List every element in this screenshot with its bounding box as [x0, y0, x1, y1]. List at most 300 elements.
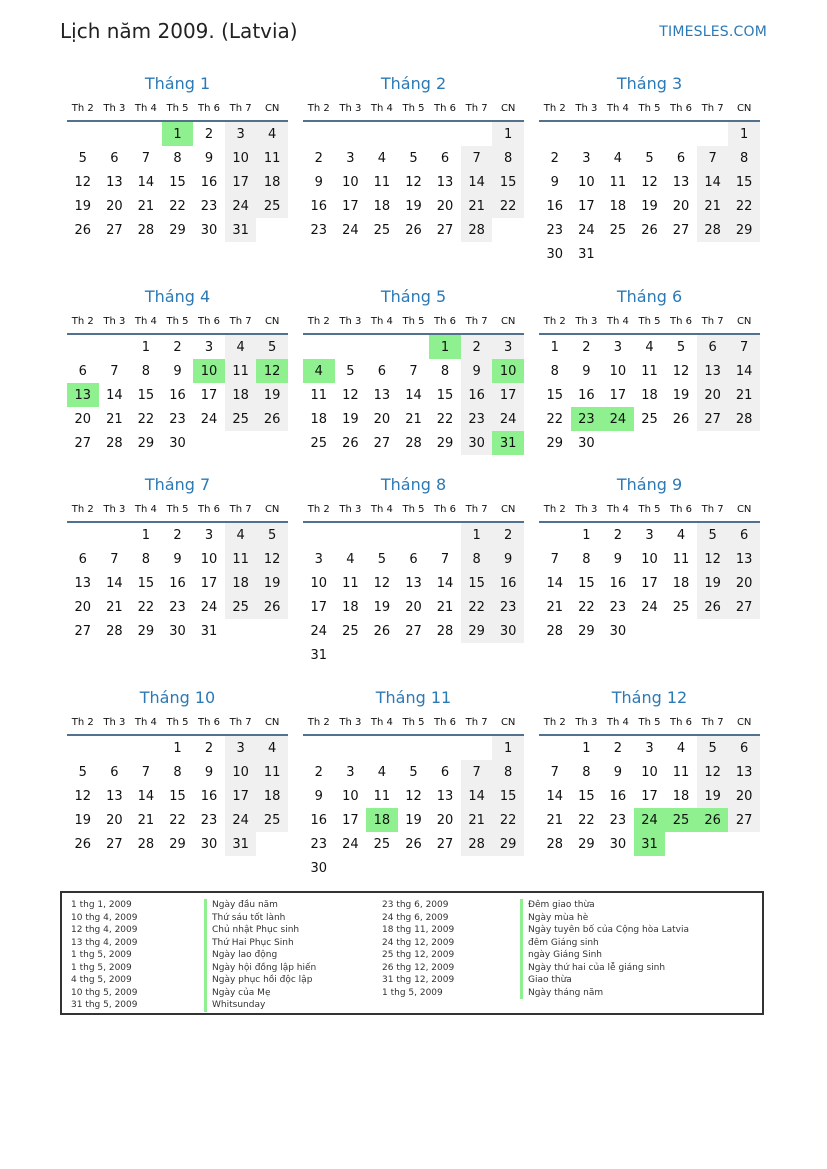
- month-title: Tháng 11: [375, 688, 452, 707]
- day-cell: 4: [256, 735, 288, 760]
- day-cell: 9: [613, 764, 623, 780]
- weekday-header: Th 2: [539, 309, 571, 334]
- day-cell: 10: [225, 760, 257, 784]
- day-cell: 27: [436, 222, 454, 238]
- day-cell: 23: [492, 595, 524, 619]
- day-cell: 19: [405, 198, 422, 214]
- month-title: Tháng 7: [144, 475, 211, 494]
- day-cell: 12: [641, 174, 658, 190]
- legend-date: 31 thg 12, 2009: [382, 975, 455, 985]
- weekday-header: CN: [492, 309, 524, 334]
- month-table: [303, 497, 524, 667]
- empty-cell: [697, 832, 729, 856]
- empty-cell: [492, 643, 524, 667]
- weekday-header: Th 3: [335, 309, 367, 334]
- day-cell: 4: [346, 551, 355, 567]
- day-cell: 18: [672, 788, 690, 804]
- month-calendar: [539, 686, 760, 856]
- empty-cell: [99, 121, 131, 146]
- legend-date: 26 thg 12, 2009: [382, 962, 455, 973]
- day-cell: 8: [550, 363, 559, 379]
- day-cell: 21: [461, 194, 493, 218]
- month-title: Tháng 3: [616, 74, 683, 93]
- day-cell: 25: [609, 222, 627, 238]
- day-cell: 16: [609, 575, 627, 591]
- day-cell: 30: [200, 222, 218, 238]
- day-cell: 30: [546, 246, 564, 262]
- day-cell: 13: [106, 174, 123, 190]
- holiday-day-cell: 12: [256, 359, 288, 383]
- day-cell: 27: [436, 836, 454, 852]
- day-cell: 28: [436, 623, 454, 639]
- day-cell: 12: [405, 174, 422, 190]
- weekday-header: Th 7: [697, 309, 729, 334]
- day-cell: 13: [405, 575, 422, 591]
- day-cell: 15: [728, 170, 760, 194]
- weekday-header: Th 6: [193, 96, 225, 121]
- empty-cell: [539, 121, 571, 146]
- weekday-header: Th 5: [398, 497, 430, 522]
- day-cell: 29: [137, 435, 155, 451]
- day-cell: 5: [409, 150, 418, 166]
- month-table: [67, 309, 288, 455]
- empty-cell: [398, 121, 430, 146]
- month-table: [67, 710, 288, 856]
- empty-cell: [303, 334, 335, 359]
- empty-cell: [303, 121, 335, 146]
- day-cell: 20: [728, 784, 760, 808]
- day-cell: 16: [310, 198, 328, 214]
- empty-cell: [634, 242, 666, 266]
- day-cell: 22: [169, 198, 186, 214]
- day-cell: 20: [728, 571, 760, 595]
- weekday-header: Th 5: [398, 96, 430, 121]
- day-cell: 13: [728, 760, 760, 784]
- legend-holiday-name: Ngày thứ hai của lễ giáng sinh: [520, 962, 689, 975]
- empty-cell: [366, 856, 398, 880]
- day-cell: 11: [641, 363, 658, 379]
- day-cell: 20: [373, 411, 391, 427]
- day-cell: 23: [200, 198, 218, 214]
- day-cell: 4: [676, 527, 686, 543]
- month-table: [303, 96, 524, 242]
- day-cell: 23: [310, 222, 328, 238]
- day-cell: 2: [173, 527, 182, 543]
- day-cell: 19: [697, 784, 729, 808]
- month-calendar: [303, 686, 524, 880]
- empty-cell: [665, 619, 697, 643]
- day-cell: 13: [373, 387, 391, 403]
- weekday-header: Th 3: [571, 497, 603, 522]
- day-cell: 2: [204, 740, 214, 756]
- brand-link[interactable]: TIMESLES.COM: [659, 24, 767, 40]
- weekday-header: Th 4: [602, 710, 634, 735]
- day-cell: 7: [440, 551, 450, 567]
- day-cell: 5: [645, 150, 654, 166]
- day-cell: 8: [582, 764, 591, 780]
- day-cell: 21: [546, 812, 564, 828]
- day-cell: 25: [256, 808, 288, 832]
- legend-names-column-1: [204, 899, 316, 1012]
- legend-date: 1 thg 5, 2009: [71, 950, 132, 960]
- day-cell: 3: [204, 339, 214, 355]
- day-cell: 14: [436, 575, 454, 591]
- day-cell: 19: [342, 411, 359, 427]
- empty-cell: [429, 121, 461, 146]
- day-cell: 18: [342, 599, 359, 615]
- month-calendar: [67, 72, 288, 242]
- day-cell: 5: [78, 150, 87, 166]
- day-cell: 11: [225, 547, 257, 571]
- month-title: Tháng 4: [144, 287, 211, 306]
- weekday-header: Th 2: [303, 710, 335, 735]
- legend-names-column-2: [520, 899, 689, 999]
- day-cell: 15: [169, 788, 186, 804]
- day-cell: 4: [645, 339, 654, 355]
- day-cell: 7: [110, 363, 119, 379]
- day-cell: 17: [342, 812, 359, 828]
- empty-cell: [461, 856, 493, 880]
- day-cell: 11: [225, 359, 257, 383]
- day-cell: 6: [440, 764, 450, 780]
- day-cell: 5: [256, 334, 288, 359]
- weekday-header: Th 7: [461, 710, 493, 735]
- empty-cell: [256, 619, 288, 643]
- day-cell: 12: [672, 363, 690, 379]
- empty-cell: [335, 522, 367, 547]
- day-cell: 11: [609, 174, 627, 190]
- day-cell: 22: [578, 812, 595, 828]
- day-cell: 16: [546, 198, 564, 214]
- empty-cell: [429, 643, 461, 667]
- day-cell: 1: [582, 740, 591, 756]
- weekday-header: Th 2: [539, 710, 571, 735]
- day-cell: 28: [106, 435, 123, 451]
- legend-holiday-name: ngày Giáng Sinh: [520, 949, 689, 962]
- month-title: Tháng 10: [139, 688, 216, 707]
- day-cell: 24: [225, 808, 257, 832]
- empty-cell: [398, 334, 430, 359]
- day-cell: 26: [256, 407, 288, 431]
- day-cell: 21: [697, 194, 729, 218]
- day-cell: 9: [204, 150, 214, 166]
- empty-cell: [429, 522, 461, 547]
- weekday-header: Th 7: [225, 497, 257, 522]
- weekday-header: Th 4: [130, 497, 162, 522]
- weekday-header: Th 6: [193, 309, 225, 334]
- weekday-header: Th 6: [665, 309, 697, 334]
- day-cell: 12: [697, 547, 729, 571]
- weekday-header: Th 5: [162, 497, 194, 522]
- weekday-header: Th 2: [67, 309, 99, 334]
- day-cell: 16: [492, 571, 524, 595]
- weekday-header: Th 3: [99, 96, 131, 121]
- day-cell: 19: [405, 812, 422, 828]
- weekday-header: Th 4: [366, 710, 398, 735]
- day-cell: 6: [728, 735, 760, 760]
- weekday-header: Th 6: [429, 497, 461, 522]
- legend-holiday-name: Ngày mùa hè: [520, 912, 689, 925]
- day-cell: 28: [697, 218, 729, 242]
- day-cell: 10: [200, 551, 218, 567]
- empty-cell: [366, 334, 398, 359]
- day-cell: 12: [405, 788, 422, 804]
- weekday-header: CN: [256, 710, 288, 735]
- day-cell: 7: [550, 764, 559, 780]
- day-cell: 30: [609, 623, 627, 639]
- weekday-header: Th 3: [335, 710, 367, 735]
- weekday-header: Th 7: [697, 710, 729, 735]
- weekday-header: Th 7: [225, 96, 257, 121]
- empty-cell: [366, 522, 398, 547]
- day-cell: 9: [314, 174, 323, 190]
- day-cell: 18: [373, 198, 391, 214]
- day-cell: 10: [641, 551, 658, 567]
- weekday-header: CN: [256, 309, 288, 334]
- day-cell: 25: [342, 623, 359, 639]
- day-cell: 27: [74, 435, 92, 451]
- day-cell: 6: [697, 334, 729, 359]
- day-cell: 23: [609, 812, 627, 828]
- day-cell: 25: [225, 595, 257, 619]
- day-cell: 21: [461, 808, 493, 832]
- day-cell: 10: [609, 363, 627, 379]
- day-cell: 29: [492, 832, 524, 856]
- weekday-header: Th 6: [665, 497, 697, 522]
- day-cell: 20: [672, 198, 690, 214]
- day-cell: 30: [492, 619, 524, 643]
- empty-cell: [335, 643, 367, 667]
- empty-cell: [461, 735, 493, 760]
- month-title: Tháng 5: [380, 287, 447, 306]
- month-calendar: [67, 473, 288, 643]
- day-cell: 28: [137, 222, 155, 238]
- day-cell: 12: [256, 547, 288, 571]
- weekday-header: CN: [256, 497, 288, 522]
- holiday-day-cell: 25: [665, 808, 697, 832]
- day-cell: 28: [405, 435, 422, 451]
- day-cell: 23: [546, 222, 564, 238]
- weekday-header: Th 6: [193, 710, 225, 735]
- weekday-header: CN: [728, 309, 760, 334]
- day-cell: 2: [314, 764, 323, 780]
- empty-cell: [256, 431, 288, 455]
- empty-cell: [225, 431, 257, 455]
- day-cell: 15: [578, 575, 595, 591]
- day-cell: 20: [697, 383, 729, 407]
- day-cell: 23: [609, 599, 627, 615]
- day-cell: 10: [310, 575, 328, 591]
- day-cell: 9: [173, 551, 182, 567]
- empty-cell: [492, 218, 524, 242]
- empty-cell: [634, 121, 666, 146]
- day-cell: 18: [672, 575, 690, 591]
- day-cell: 18: [256, 784, 288, 808]
- day-cell: 29: [436, 435, 454, 451]
- empty-cell: [303, 735, 335, 760]
- day-cell: 10: [342, 788, 359, 804]
- day-cell: 17: [641, 575, 658, 591]
- day-cell: 2: [204, 126, 214, 142]
- day-cell: 30: [609, 836, 627, 852]
- day-cell: 5: [697, 522, 729, 547]
- day-cell: 16: [200, 174, 218, 190]
- day-cell: 25: [225, 407, 257, 431]
- empty-cell: [429, 735, 461, 760]
- day-cell: 3: [492, 334, 524, 359]
- empty-cell: [193, 431, 225, 455]
- empty-cell: [67, 735, 99, 760]
- day-cell: 22: [728, 194, 760, 218]
- empty-cell: [398, 856, 430, 880]
- day-cell: 27: [728, 595, 760, 619]
- day-cell: 1: [141, 339, 151, 355]
- holiday-day-cell: 31: [634, 832, 666, 856]
- day-cell: 30: [310, 860, 328, 876]
- day-cell: 18: [310, 411, 328, 427]
- month-table: [539, 497, 760, 643]
- day-cell: 4: [225, 334, 257, 359]
- weekday-header: CN: [728, 497, 760, 522]
- weekday-header: Th 4: [602, 96, 634, 121]
- day-cell: 2: [314, 150, 323, 166]
- day-cell: 16: [169, 387, 186, 403]
- day-cell: 25: [373, 836, 391, 852]
- day-cell: 17: [492, 383, 524, 407]
- empty-cell: [398, 643, 430, 667]
- weekday-header: Th 4: [602, 497, 634, 522]
- weekday-header: Th 4: [366, 309, 398, 334]
- day-cell: 24: [641, 599, 658, 615]
- weekday-header: Th 5: [634, 497, 666, 522]
- day-cell: 7: [409, 363, 418, 379]
- legend-holiday-name: Chủ nhật Phục sinh: [204, 924, 316, 937]
- holiday-day-cell: 4: [303, 359, 335, 383]
- empty-cell: [67, 121, 99, 146]
- day-cell: 6: [110, 764, 119, 780]
- holiday-day-cell: 24: [602, 407, 634, 431]
- day-cell: 26: [373, 623, 391, 639]
- day-cell: 19: [697, 571, 729, 595]
- weekday-header: Th 4: [366, 96, 398, 121]
- empty-cell: [335, 121, 367, 146]
- day-cell: 5: [676, 339, 686, 355]
- month-table: [67, 96, 288, 242]
- day-cell: 18: [641, 387, 658, 403]
- day-cell: 12: [74, 788, 92, 804]
- day-cell: 26: [697, 595, 729, 619]
- day-cell: 1: [582, 527, 591, 543]
- day-cell: 25: [256, 194, 288, 218]
- day-cell: 13: [436, 174, 454, 190]
- month-title: Tháng 1: [144, 74, 211, 93]
- day-cell: 22: [137, 411, 155, 427]
- day-cell: 19: [74, 198, 92, 214]
- weekday-header: Th 6: [429, 710, 461, 735]
- day-cell: 20: [436, 198, 454, 214]
- legend-date: 18 thg 11, 2009: [382, 925, 455, 935]
- month-calendar: [539, 285, 760, 455]
- empty-cell: [335, 735, 367, 760]
- empty-cell: [99, 522, 131, 547]
- empty-cell: [99, 735, 131, 760]
- day-cell: 18: [609, 198, 627, 214]
- day-cell: 7: [110, 551, 119, 567]
- month-title: Tháng 9: [616, 475, 683, 494]
- day-cell: 23: [461, 407, 493, 431]
- day-cell: 16: [461, 383, 493, 407]
- day-cell: 27: [106, 836, 123, 852]
- day-cell: 18: [225, 383, 257, 407]
- day-cell: 4: [225, 522, 257, 547]
- day-cell: 2: [550, 150, 559, 166]
- month-calendar: [67, 285, 288, 455]
- day-cell: 3: [314, 551, 323, 567]
- weekday-header: Th 5: [162, 309, 194, 334]
- day-cell: 25: [373, 222, 391, 238]
- empty-cell: [665, 121, 697, 146]
- day-cell: 11: [310, 387, 328, 403]
- day-cell: 14: [461, 784, 493, 808]
- day-cell: 11: [256, 760, 288, 784]
- day-cell: 9: [492, 547, 524, 571]
- day-cell: 27: [697, 407, 729, 431]
- month-calendar: [67, 686, 288, 856]
- day-cell: 22: [436, 411, 454, 427]
- day-cell: 1: [461, 522, 493, 547]
- empty-cell: [256, 218, 288, 242]
- day-cell: 9: [582, 363, 591, 379]
- day-cell: 28: [461, 218, 493, 242]
- day-cell: 29: [461, 619, 493, 643]
- weekday-header: Th 5: [162, 96, 194, 121]
- day-cell: 15: [169, 174, 186, 190]
- legend-holiday-name: Whitsunday: [204, 999, 316, 1012]
- empty-cell: [602, 121, 634, 146]
- day-cell: 20: [74, 599, 92, 615]
- day-cell: 23: [169, 411, 186, 427]
- day-cell: 7: [728, 334, 760, 359]
- day-cell: 7: [141, 150, 151, 166]
- day-cell: 3: [645, 740, 654, 756]
- day-cell: 18: [256, 170, 288, 194]
- empty-cell: [429, 856, 461, 880]
- day-cell: 17: [641, 788, 658, 804]
- weekday-header: Th 3: [335, 96, 367, 121]
- legend-holiday-name: Giao thừa: [520, 974, 689, 987]
- day-cell: 5: [377, 551, 387, 567]
- day-cell: 10: [225, 146, 257, 170]
- month-title: Tháng 2: [380, 74, 447, 93]
- month-table: [67, 497, 288, 643]
- day-cell: 27: [106, 222, 123, 238]
- weekday-header: Th 6: [665, 96, 697, 121]
- day-cell: 5: [256, 522, 288, 547]
- day-cell: 28: [461, 832, 493, 856]
- day-cell: 17: [200, 575, 218, 591]
- legend-date: 10 thg 4, 2009: [71, 912, 138, 923]
- legend-dates-column-1: [71, 899, 137, 1012]
- day-cell: 24: [225, 194, 257, 218]
- day-cell: 19: [256, 571, 288, 595]
- month-calendar: [303, 72, 524, 242]
- empty-cell: [539, 735, 571, 760]
- empty-cell: [665, 832, 697, 856]
- holiday-day-cell: 24: [634, 808, 666, 832]
- day-cell: 11: [342, 575, 359, 591]
- day-cell: 11: [373, 788, 391, 804]
- legend-date: 31 thg 5, 2009: [71, 1000, 138, 1010]
